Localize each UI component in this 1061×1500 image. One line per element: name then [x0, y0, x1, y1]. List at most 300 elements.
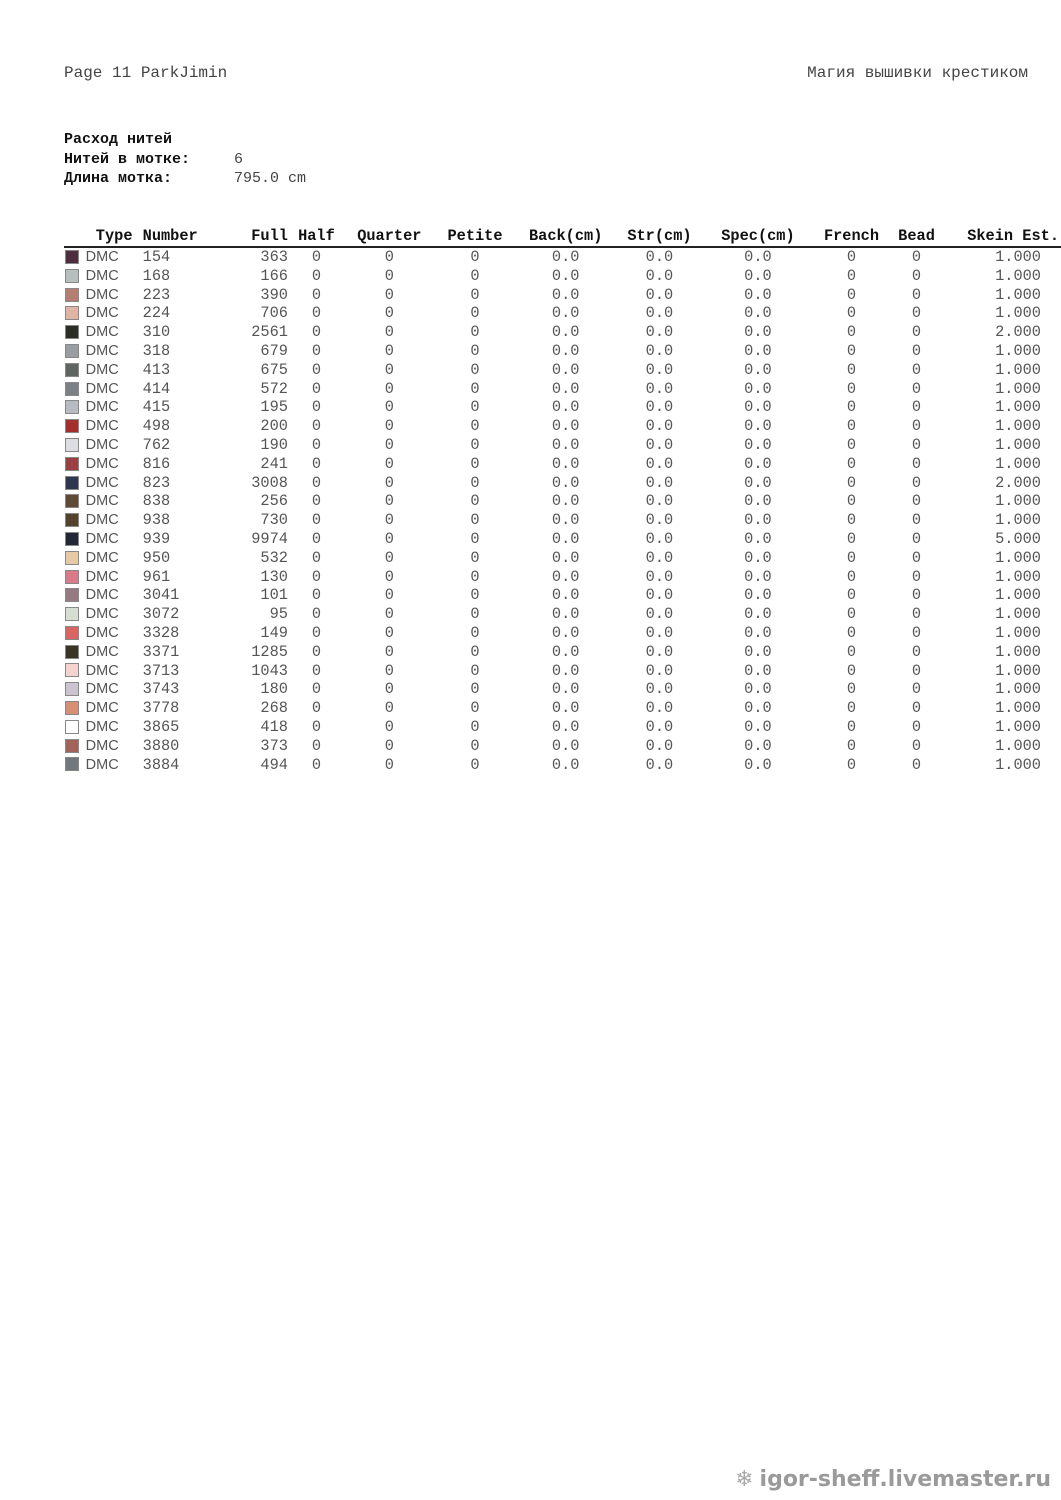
- backstitch-cm: 0.0: [551, 379, 580, 398]
- backstitch-cm: 0.0: [551, 473, 580, 492]
- color-swatch-cell: [64, 643, 86, 662]
- quarter-stitches: 0: [384, 529, 394, 548]
- backstitch-cm: 0.0: [551, 435, 580, 454]
- french-knots: 0: [846, 699, 857, 718]
- specialty-cm: 0.0: [744, 454, 772, 473]
- specialty-cm: 0.0: [744, 492, 772, 511]
- skein-estimate: 1.000: [995, 661, 1041, 680]
- french-knots: 0: [846, 755, 857, 774]
- petite-stitches: 0: [470, 755, 480, 774]
- skein-estimate: 1.000: [995, 285, 1041, 304]
- half-stitches: 0: [311, 699, 322, 718]
- specialty-cm: 0.0: [744, 699, 772, 718]
- beads: 0: [911, 511, 922, 530]
- half-stitches: 0: [311, 266, 322, 285]
- beads: 0: [911, 605, 922, 624]
- table-row: [64, 436, 1061, 455]
- beads: 0: [911, 586, 922, 605]
- specialty-cm: 0.0: [744, 473, 772, 492]
- snowflake-icon: ❄: [735, 1467, 754, 1492]
- straight-cm: 0.0: [645, 586, 674, 605]
- backstitch-cm: 0.0: [551, 454, 580, 473]
- french-knots: 0: [846, 454, 857, 473]
- skein-estimate: 2.000: [995, 323, 1041, 342]
- petite-stitches: 0: [470, 266, 480, 285]
- half-stitches: 0: [311, 680, 322, 699]
- full-stitches: 180: [260, 680, 288, 699]
- thread-number: 413: [142, 360, 171, 379]
- table-row: [64, 662, 1061, 681]
- color-swatch-cell: [64, 398, 86, 417]
- thread-number: 950: [142, 548, 171, 567]
- petite-stitches: 0: [470, 454, 480, 473]
- half-stitches: 0: [311, 360, 322, 379]
- beads: 0: [911, 398, 922, 417]
- half-stitches: 0: [311, 717, 322, 736]
- backstitch-cm: 0.0: [551, 623, 580, 642]
- quarter-stitches: 0: [384, 379, 394, 398]
- quarter-stitches: 0: [384, 398, 394, 417]
- skein-estimate: 1.000: [995, 567, 1041, 586]
- thread-type: DMC: [85, 474, 119, 491]
- full-stitches: 532: [260, 548, 288, 567]
- thread-type: DMC: [85, 530, 119, 547]
- table-row: [64, 586, 1061, 605]
- thread-number: 318: [142, 341, 171, 360]
- straight-cm: 0.0: [645, 323, 674, 342]
- watermark-text: igor-sheff.livemaster.ru: [759, 1467, 1051, 1492]
- beads: 0: [911, 548, 922, 567]
- quarter-stitches: 0: [384, 435, 394, 454]
- table-row: [64, 455, 1061, 474]
- thread-number: 3743: [142, 680, 180, 699]
- straight-cm: 0.0: [645, 529, 674, 548]
- half-stitches: 0: [311, 605, 322, 624]
- french-knots: 0: [846, 605, 857, 624]
- straight-cm: 0.0: [645, 360, 674, 379]
- backstitch-cm: 0.0: [551, 661, 580, 680]
- straight-cm: 0.0: [645, 511, 674, 530]
- petite-stitches: 0: [470, 605, 480, 624]
- skein-estimate: 1.000: [995, 248, 1041, 266]
- petite-stitches: 0: [470, 529, 480, 548]
- thread-type: DMC: [85, 587, 119, 604]
- french-knots: 0: [846, 266, 857, 285]
- french-knots: 0: [846, 473, 857, 492]
- skein-estimate: 1.000: [995, 266, 1041, 285]
- half-stitches: 0: [311, 285, 322, 304]
- color-swatch: [65, 382, 79, 396]
- skein-estimate: 1.000: [995, 605, 1041, 624]
- full-stitches: 679: [260, 341, 288, 360]
- specialty-cm: 0.0: [744, 511, 772, 530]
- beads: 0: [911, 717, 922, 736]
- full-stitches: 363: [260, 248, 288, 266]
- petite-stitches: 0: [470, 661, 480, 680]
- color-swatch: [65, 645, 79, 659]
- petite-stitches: 0: [470, 341, 480, 360]
- half-stitches: 0: [311, 492, 322, 511]
- full-stitches: 1285: [251, 642, 288, 661]
- thread-number: 762: [142, 435, 171, 454]
- header-skein-est: Skein Est.: [942, 226, 1061, 247]
- beads: 0: [911, 492, 922, 511]
- backstitch-cm: 0.0: [551, 285, 580, 304]
- full-stitches: 130: [260, 567, 288, 586]
- full-stitches: 195: [260, 398, 288, 417]
- french-knots: 0: [846, 417, 857, 436]
- thread-type: DMC: [85, 267, 119, 284]
- thread-type: DMC: [85, 286, 119, 303]
- quarter-stitches: 0: [384, 454, 394, 473]
- thread-number: 3371: [142, 642, 180, 661]
- thread-number: 838: [142, 492, 171, 511]
- specialty-cm: 0.0: [744, 417, 772, 436]
- french-knots: 0: [846, 529, 857, 548]
- color-swatch: [65, 701, 79, 715]
- half-stitches: 0: [311, 736, 322, 755]
- petite-stitches: 0: [470, 736, 480, 755]
- full-stitches: 730: [260, 511, 288, 530]
- skein-estimate: 5.000: [995, 529, 1041, 548]
- thread-number: 961: [142, 567, 171, 586]
- table-row: [64, 247, 1061, 267]
- quarter-stitches: 0: [384, 492, 394, 511]
- petite-stitches: 0: [470, 360, 480, 379]
- full-stitches: 149: [260, 623, 288, 642]
- french-knots: 0: [846, 586, 857, 605]
- beads: 0: [911, 379, 922, 398]
- backstitch-cm: 0.0: [551, 680, 580, 699]
- petite-stitches: 0: [470, 492, 480, 511]
- skein-estimate: 1.000: [995, 586, 1041, 605]
- half-stitches: 0: [311, 473, 322, 492]
- quarter-stitches: 0: [384, 623, 394, 642]
- thread-type: DMC: [85, 756, 119, 773]
- straight-cm: 0.0: [645, 285, 674, 304]
- petite-stitches: 0: [470, 379, 480, 398]
- beads: 0: [911, 285, 922, 304]
- color-swatch: [65, 626, 79, 640]
- beads: 0: [911, 266, 922, 285]
- french-knots: 0: [846, 680, 857, 699]
- skein-estimate: 1.000: [995, 755, 1041, 774]
- french-knots: 0: [846, 248, 857, 266]
- specialty-cm: 0.0: [744, 304, 772, 323]
- straight-cm: 0.0: [645, 680, 674, 699]
- beads: 0: [911, 680, 922, 699]
- color-swatch: [65, 532, 79, 546]
- color-swatch: [65, 682, 79, 696]
- thread-usage-title: Расход нитей: [64, 131, 173, 148]
- watermark: [735, 1467, 1051, 1492]
- color-swatch-cell: [64, 436, 86, 455]
- color-swatch: [65, 494, 79, 508]
- petite-stitches: 0: [470, 435, 480, 454]
- full-stitches: 706: [260, 304, 288, 323]
- color-swatch: [65, 438, 79, 452]
- quarter-stitches: 0: [384, 417, 394, 436]
- specialty-cm: 0.0: [744, 605, 772, 624]
- beads: 0: [911, 623, 922, 642]
- beads: 0: [911, 454, 922, 473]
- skein-estimate: 1.000: [995, 717, 1041, 736]
- petite-stitches: 0: [470, 323, 480, 342]
- quarter-stitches: 0: [384, 717, 394, 736]
- beads: 0: [911, 248, 922, 266]
- petite-stitches: 0: [470, 699, 480, 718]
- full-stitches: 101: [260, 586, 288, 605]
- petite-stitches: 0: [470, 717, 480, 736]
- header-full: Full: [223, 226, 288, 247]
- color-swatch-cell: [64, 492, 86, 511]
- skein-estimate: 1.000: [995, 680, 1041, 699]
- backstitch-cm: 0.0: [551, 360, 580, 379]
- color-swatch-cell: [64, 756, 86, 775]
- thread-number: 3041: [142, 586, 180, 605]
- thread-type: DMC: [85, 624, 119, 641]
- straight-cm: 0.0: [645, 304, 674, 323]
- straight-cm: 0.0: [645, 454, 674, 473]
- full-stitches: 95: [269, 605, 288, 624]
- half-stitches: 0: [311, 642, 322, 661]
- quarter-stitches: 0: [384, 680, 394, 699]
- thread-number: 3880: [142, 736, 180, 755]
- thread-type: DMC: [85, 568, 119, 585]
- half-stitches: 0: [311, 379, 322, 398]
- french-knots: 0: [846, 661, 857, 680]
- color-swatch: [65, 419, 79, 433]
- straight-cm: 0.0: [645, 492, 674, 511]
- french-knots: 0: [846, 341, 857, 360]
- backstitch-cm: 0.0: [551, 511, 580, 530]
- beads: 0: [911, 755, 922, 774]
- specialty-cm: 0.0: [744, 341, 772, 360]
- thread-table: [64, 226, 1061, 774]
- straight-cm: 0.0: [645, 341, 674, 360]
- specialty-cm: 0.0: [744, 435, 772, 454]
- quarter-stitches: 0: [384, 360, 394, 379]
- straight-cm: 0.0: [645, 398, 674, 417]
- thread-type: DMC: [85, 493, 119, 510]
- petite-stitches: 0: [470, 511, 480, 530]
- petite-stitches: 0: [470, 285, 480, 304]
- table-row: [64, 417, 1061, 436]
- color-swatch-cell: [64, 718, 86, 737]
- backstitch-cm: 0.0: [551, 341, 580, 360]
- straight-cm: 0.0: [645, 699, 674, 718]
- thread-type: DMC: [85, 249, 119, 265]
- strands-value: 6: [234, 150, 244, 168]
- full-stitches: 2561: [251, 323, 288, 342]
- table-row: [64, 474, 1061, 493]
- specialty-cm: 0.0: [744, 623, 772, 642]
- color-swatch: [65, 306, 79, 320]
- french-knots: 0: [846, 548, 857, 567]
- french-knots: 0: [846, 567, 857, 586]
- half-stitches: 0: [311, 529, 322, 548]
- backstitch-cm: 0.0: [551, 548, 580, 567]
- color-swatch-cell: [64, 511, 86, 530]
- petite-stitches: 0: [470, 548, 480, 567]
- full-stitches: 166: [260, 266, 288, 285]
- thread-type: DMC: [85, 606, 119, 623]
- thread-number: 823: [142, 473, 171, 492]
- skein-estimate: 1.000: [995, 492, 1041, 511]
- straight-cm: 0.0: [645, 266, 674, 285]
- color-swatch: [65, 588, 79, 602]
- header-back: Back(cm): [516, 226, 615, 247]
- quarter-stitches: 0: [384, 736, 394, 755]
- table-row: [64, 568, 1061, 587]
- half-stitches: 0: [311, 304, 322, 323]
- specialty-cm: 0.0: [744, 266, 772, 285]
- skein-estimate: 1.000: [995, 548, 1041, 567]
- header-quarter: Quarter: [345, 226, 434, 247]
- beads: 0: [911, 642, 922, 661]
- beads: 0: [911, 304, 922, 323]
- backstitch-cm: 0.0: [551, 398, 580, 417]
- backstitch-cm: 0.0: [551, 529, 580, 548]
- color-swatch: [65, 400, 79, 414]
- page-header-right: Магия вышивки крестиком: [807, 64, 1028, 82]
- skein-estimate: 1.000: [995, 454, 1041, 473]
- thread-number: 310: [142, 323, 171, 342]
- thread-type: DMC: [85, 380, 119, 397]
- thread-type: DMC: [85, 700, 119, 717]
- skein-estimate: 1.000: [995, 736, 1041, 755]
- petite-stitches: 0: [470, 680, 480, 699]
- thread-type: DMC: [85, 324, 119, 341]
- specialty-cm: 0.0: [744, 717, 772, 736]
- french-knots: 0: [846, 717, 857, 736]
- full-stitches: 1043: [251, 661, 288, 680]
- beads: 0: [911, 341, 922, 360]
- full-stitches: 190: [260, 435, 288, 454]
- quarter-stitches: 0: [384, 605, 394, 624]
- backstitch-cm: 0.0: [551, 492, 580, 511]
- color-swatch-cell: [64, 286, 86, 305]
- french-knots: 0: [846, 323, 857, 342]
- color-swatch-cell: [64, 323, 86, 342]
- backstitch-cm: 0.0: [551, 736, 580, 755]
- french-knots: 0: [846, 511, 857, 530]
- full-stitches: 418: [260, 717, 288, 736]
- thread-type: DMC: [85, 342, 119, 359]
- full-stitches: 9974: [251, 529, 288, 548]
- thread-number: 3865: [142, 717, 180, 736]
- header-french: French: [812, 226, 891, 247]
- thread-type: DMC: [85, 399, 119, 416]
- color-swatch-cell: [64, 417, 86, 436]
- color-swatch: [65, 476, 79, 490]
- table-row: [64, 530, 1061, 549]
- color-swatch-cell: [64, 380, 86, 399]
- half-stitches: 0: [311, 586, 322, 605]
- table-row: [64, 605, 1061, 624]
- straight-cm: 0.0: [645, 736, 674, 755]
- beads: 0: [911, 567, 922, 586]
- french-knots: 0: [846, 435, 857, 454]
- thread-type: DMC: [85, 681, 119, 698]
- table-row: [64, 643, 1061, 662]
- straight-cm: 0.0: [645, 642, 674, 661]
- table-row: [64, 304, 1061, 323]
- quarter-stitches: 0: [384, 266, 394, 285]
- half-stitches: 0: [311, 661, 322, 680]
- header-spec: Spec(cm): [704, 226, 812, 247]
- skein-estimate: 1.000: [995, 642, 1041, 661]
- color-swatch: [65, 344, 79, 358]
- thread-type: DMC: [85, 418, 119, 435]
- thread-type: DMC: [85, 361, 119, 378]
- header-petite: Petite: [434, 226, 517, 247]
- quarter-stitches: 0: [384, 661, 394, 680]
- petite-stitches: 0: [470, 567, 480, 586]
- color-swatch-cell: [64, 568, 86, 587]
- skein-length-label: Длина мотка:: [64, 170, 173, 187]
- table-row: [64, 624, 1061, 643]
- color-swatch: [65, 739, 79, 753]
- specialty-cm: 0.0: [744, 248, 772, 266]
- table-header-row: [64, 226, 1061, 247]
- half-stitches: 0: [311, 623, 322, 642]
- specialty-cm: 0.0: [744, 755, 772, 774]
- backstitch-cm: 0.0: [551, 417, 580, 436]
- quarter-stitches: 0: [384, 755, 394, 774]
- specialty-cm: 0.0: [744, 680, 772, 699]
- french-knots: 0: [846, 360, 857, 379]
- quarter-stitches: 0: [384, 323, 394, 342]
- table-row: [64, 492, 1061, 511]
- quarter-stitches: 0: [384, 548, 394, 567]
- table-row: [64, 267, 1061, 286]
- backstitch-cm: 0.0: [551, 266, 580, 285]
- thread-number: 3778: [142, 699, 180, 718]
- thread-type: DMC: [85, 512, 119, 529]
- thread-number: 415: [142, 398, 171, 417]
- color-swatch-cell: [64, 680, 86, 699]
- color-swatch: [65, 288, 79, 302]
- header-swatch: [64, 226, 86, 247]
- color-swatch-cell: [64, 624, 86, 643]
- thread-type: DMC: [85, 662, 119, 679]
- thread-number: 3072: [142, 605, 180, 624]
- beads: 0: [911, 473, 922, 492]
- beads: 0: [911, 360, 922, 379]
- color-swatch: [65, 757, 79, 771]
- beads: 0: [911, 435, 922, 454]
- header-str: Str(cm): [615, 226, 704, 247]
- thread-number: 224: [142, 304, 171, 323]
- specialty-cm: 0.0: [744, 548, 772, 567]
- skein-length-value: 795.0 cm: [234, 170, 307, 187]
- table-row: [64, 680, 1061, 699]
- specialty-cm: 0.0: [744, 529, 772, 548]
- backstitch-cm: 0.0: [551, 567, 580, 586]
- straight-cm: 0.0: [645, 379, 674, 398]
- straight-cm: 0.0: [645, 473, 674, 492]
- header-type: Type: [86, 226, 143, 247]
- color-swatch-cell: [64, 737, 86, 756]
- skein-estimate: 1.000: [995, 511, 1041, 530]
- beads: 0: [911, 529, 922, 548]
- petite-stitches: 0: [470, 304, 480, 323]
- color-swatch-cell: [64, 474, 86, 493]
- petite-stitches: 0: [470, 473, 480, 492]
- table-row: [64, 699, 1061, 718]
- full-stitches: 268: [260, 699, 288, 718]
